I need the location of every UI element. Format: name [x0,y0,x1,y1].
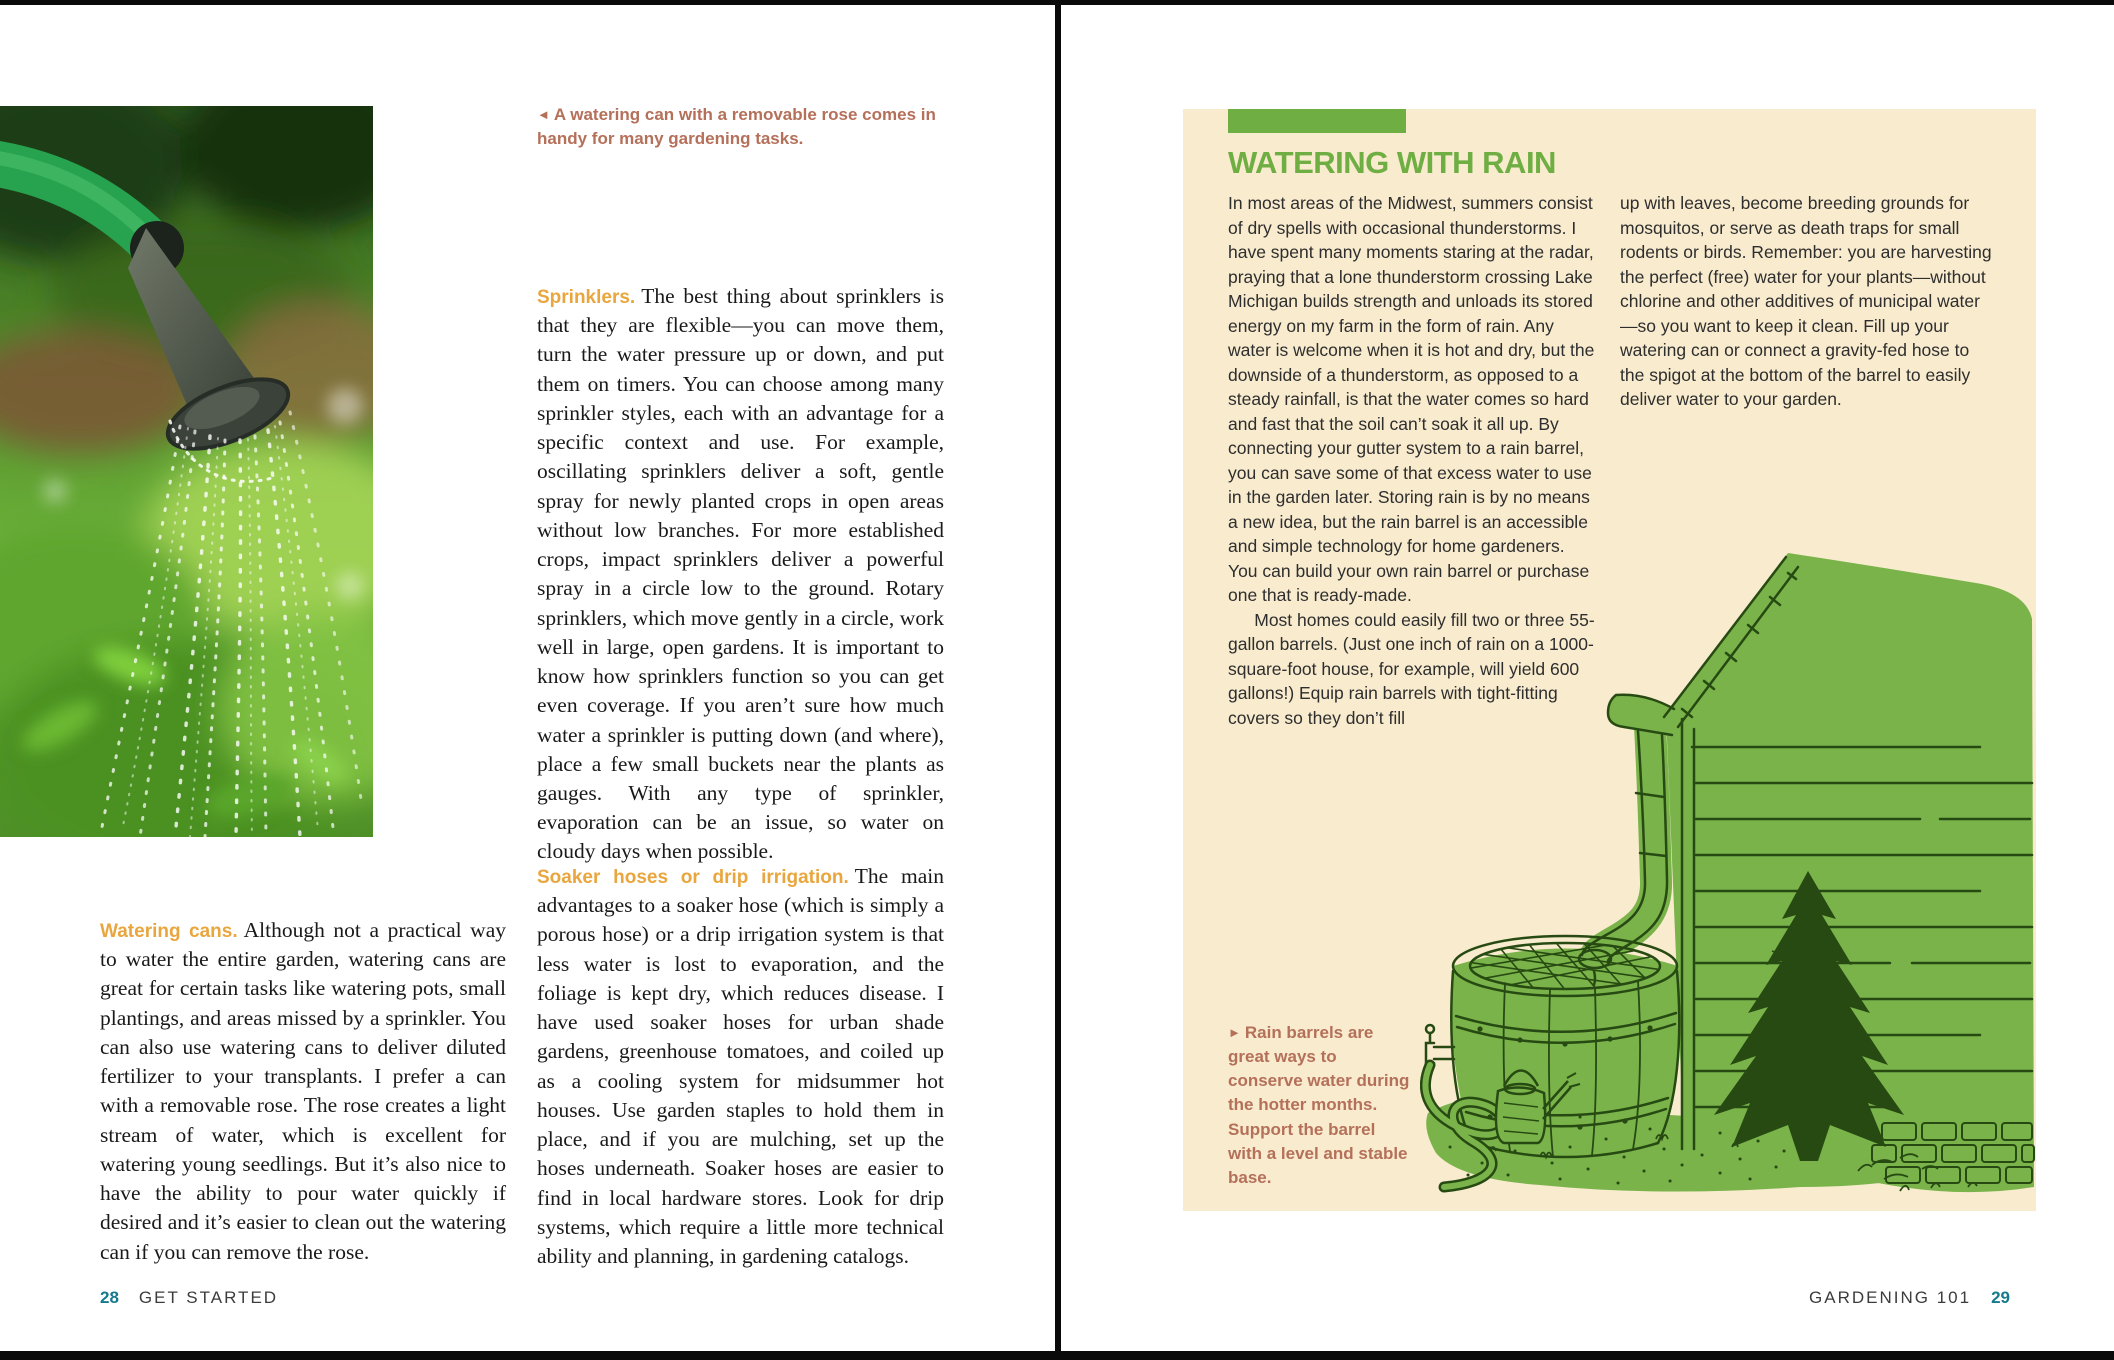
panel-column-2 [1620,191,1992,412]
paragraph-watering-cans [100,916,506,1267]
right-page-footer [1809,1288,2010,1308]
rain-barrel-illustration-art [1420,551,2036,1207]
caption-arrow-left-icon: ◄ [537,107,550,122]
lead-in-sprinklers: Sprinklers. [537,287,636,308]
rain-barrel-caption [1228,1021,1410,1190]
page-number-left: 28 [100,1288,119,1307]
photo-caption-text: A watering can with a removable rose comes in handy for many gardening tasks. [537,105,936,149]
page-number-right: 29 [1991,1288,2010,1307]
panel-col2-paragraph-1: up with leaves, become breeding grounds for mosquitos, or serve as death traps for small rodents or birds. Remember: you are harvesting the perfect (free) water for your plants—without chlorine and other additives of municipal water—so you want to keep it clean. Fill up your watering can or connect a gravity-fed hose to the spigot at the bottom of the barrel to easily deliver water to your garden. [1620,193,1992,409]
photo-caption [537,103,937,151]
panel-col1-paragraph-2: Most homes could easily fill two or three 55-gallon barrels. (Just one inch of rain on a 1000-square-foot house, for example, will yield 600 gallons!) Equip rain barrels with tight-fitting covers so they don’t fill [1228,609,1595,728]
right-page [1061,5,2114,1351]
paragraph-soaker-hoses [537,862,944,1271]
running-head-right: GARDENING 101 [1809,1288,1972,1307]
running-head-left: GET STARTED [138,1288,279,1307]
panel-heading: WATERING WITH RAIN [1228,145,1556,180]
body-watering-cans: Although not a practical way to water the entire garden, watering cans are great for certain tasks like watering pots, small plantings, and areas missed by a sprinkler. You can also use watering cans to deliver diluted fertilizer to your transplants. I prefer a can with a removable rose. The rose creates a light stream of water, which is excellent for watering young seedlings. But it’s also nice to have the ability to pour water quickly if desired and it’s easier to clean out the watering can if you can remove the rose. [100,918,506,1264]
body-sprinklers: The best thing about sprinklers is that they are flexible—you can move them, turn the water pressure up or down, and put them on timers. You can choose among many sprinkler styles, each with an advantage for a specific context and use. For example, oscillating sprinklers deliver a soft, gentle spray for newly planted crops in open areas without low branches. For more established crops, impact sprinklers deliver a powerful spray in a circle low to the ground. Rotary sprinklers, which move gently in a circle, work well in large, open gardens. It is important to know how sprinklers function so you can get even coverage. If you aren’t sure how much water a sprinkler is putting down (and where), place a few small buckets near the plants as gauges. With any type of sprinkler, evaporation can be an issue, so water on cloudy days when possible. [537,284,944,864]
rain-barrel-caption-text: Rain barrels are great ways to conserve water during the hotter months. Support the barrel with a level and stable base. [1228,1023,1410,1187]
left-page-footer [100,1288,278,1308]
watering-can-photo-art [0,106,373,837]
watering-with-rain-panel [1183,109,2036,1211]
body-soaker-hoses: The main advantages to a soaker hose (which is simply a porous hose) or a drip irrigation system is that less water is lost to evaporation, and the foliage is kept dry, which reduces disease. I have used soaker hoses for urban shade gardens, greenhouse tomatoes, and coiled up as a cooling system for midsummer hot houses. Use garden staples to hold them in place, and if you are mulching, set up the hoses underneath. Soaker hoses are easier to find in local hardware stores. Look for drip systems, which require a little more technical ability and planning, in gardening catalogs. [537,864,944,1269]
panel-col1-paragraph-1: In most areas of the Midwest, summers consist of dry spells with occasional thunderstorms. I have spent many moments staring at the radar, praying that a lone thunderstorm crossing Lake Michigan builds strength and unloads its stored energy on my farm in the form of rain. Any water is welcome when it is hot and dry, but the downside of a thunderstorm, as opposed to a steady rainfall, is that the water comes so hard and fast that the soil can’t soak it all up. By connecting your gutter system to a rain barrel, you can save some of that excess water to use in the garden later. Storing rain is by no means a new idea, but the rain barrel is an accessible and simple technology for home gardeners. You can build your own rain barrel or purchase one that is ready-made. [1228,193,1595,605]
rain-barrel-illustration [1420,551,2036,1207]
accent-bar [1228,109,1406,133]
lead-in-soaker-hoses: Soaker hoses or drip irrigation. [537,867,849,888]
left-page [0,5,1055,1351]
lead-in-watering-cans: Watering cans. [100,921,238,942]
caption-arrow-right-icon: ► [1228,1025,1241,1040]
watering-can-photo [0,106,373,837]
paragraph-sprinklers [537,282,944,867]
